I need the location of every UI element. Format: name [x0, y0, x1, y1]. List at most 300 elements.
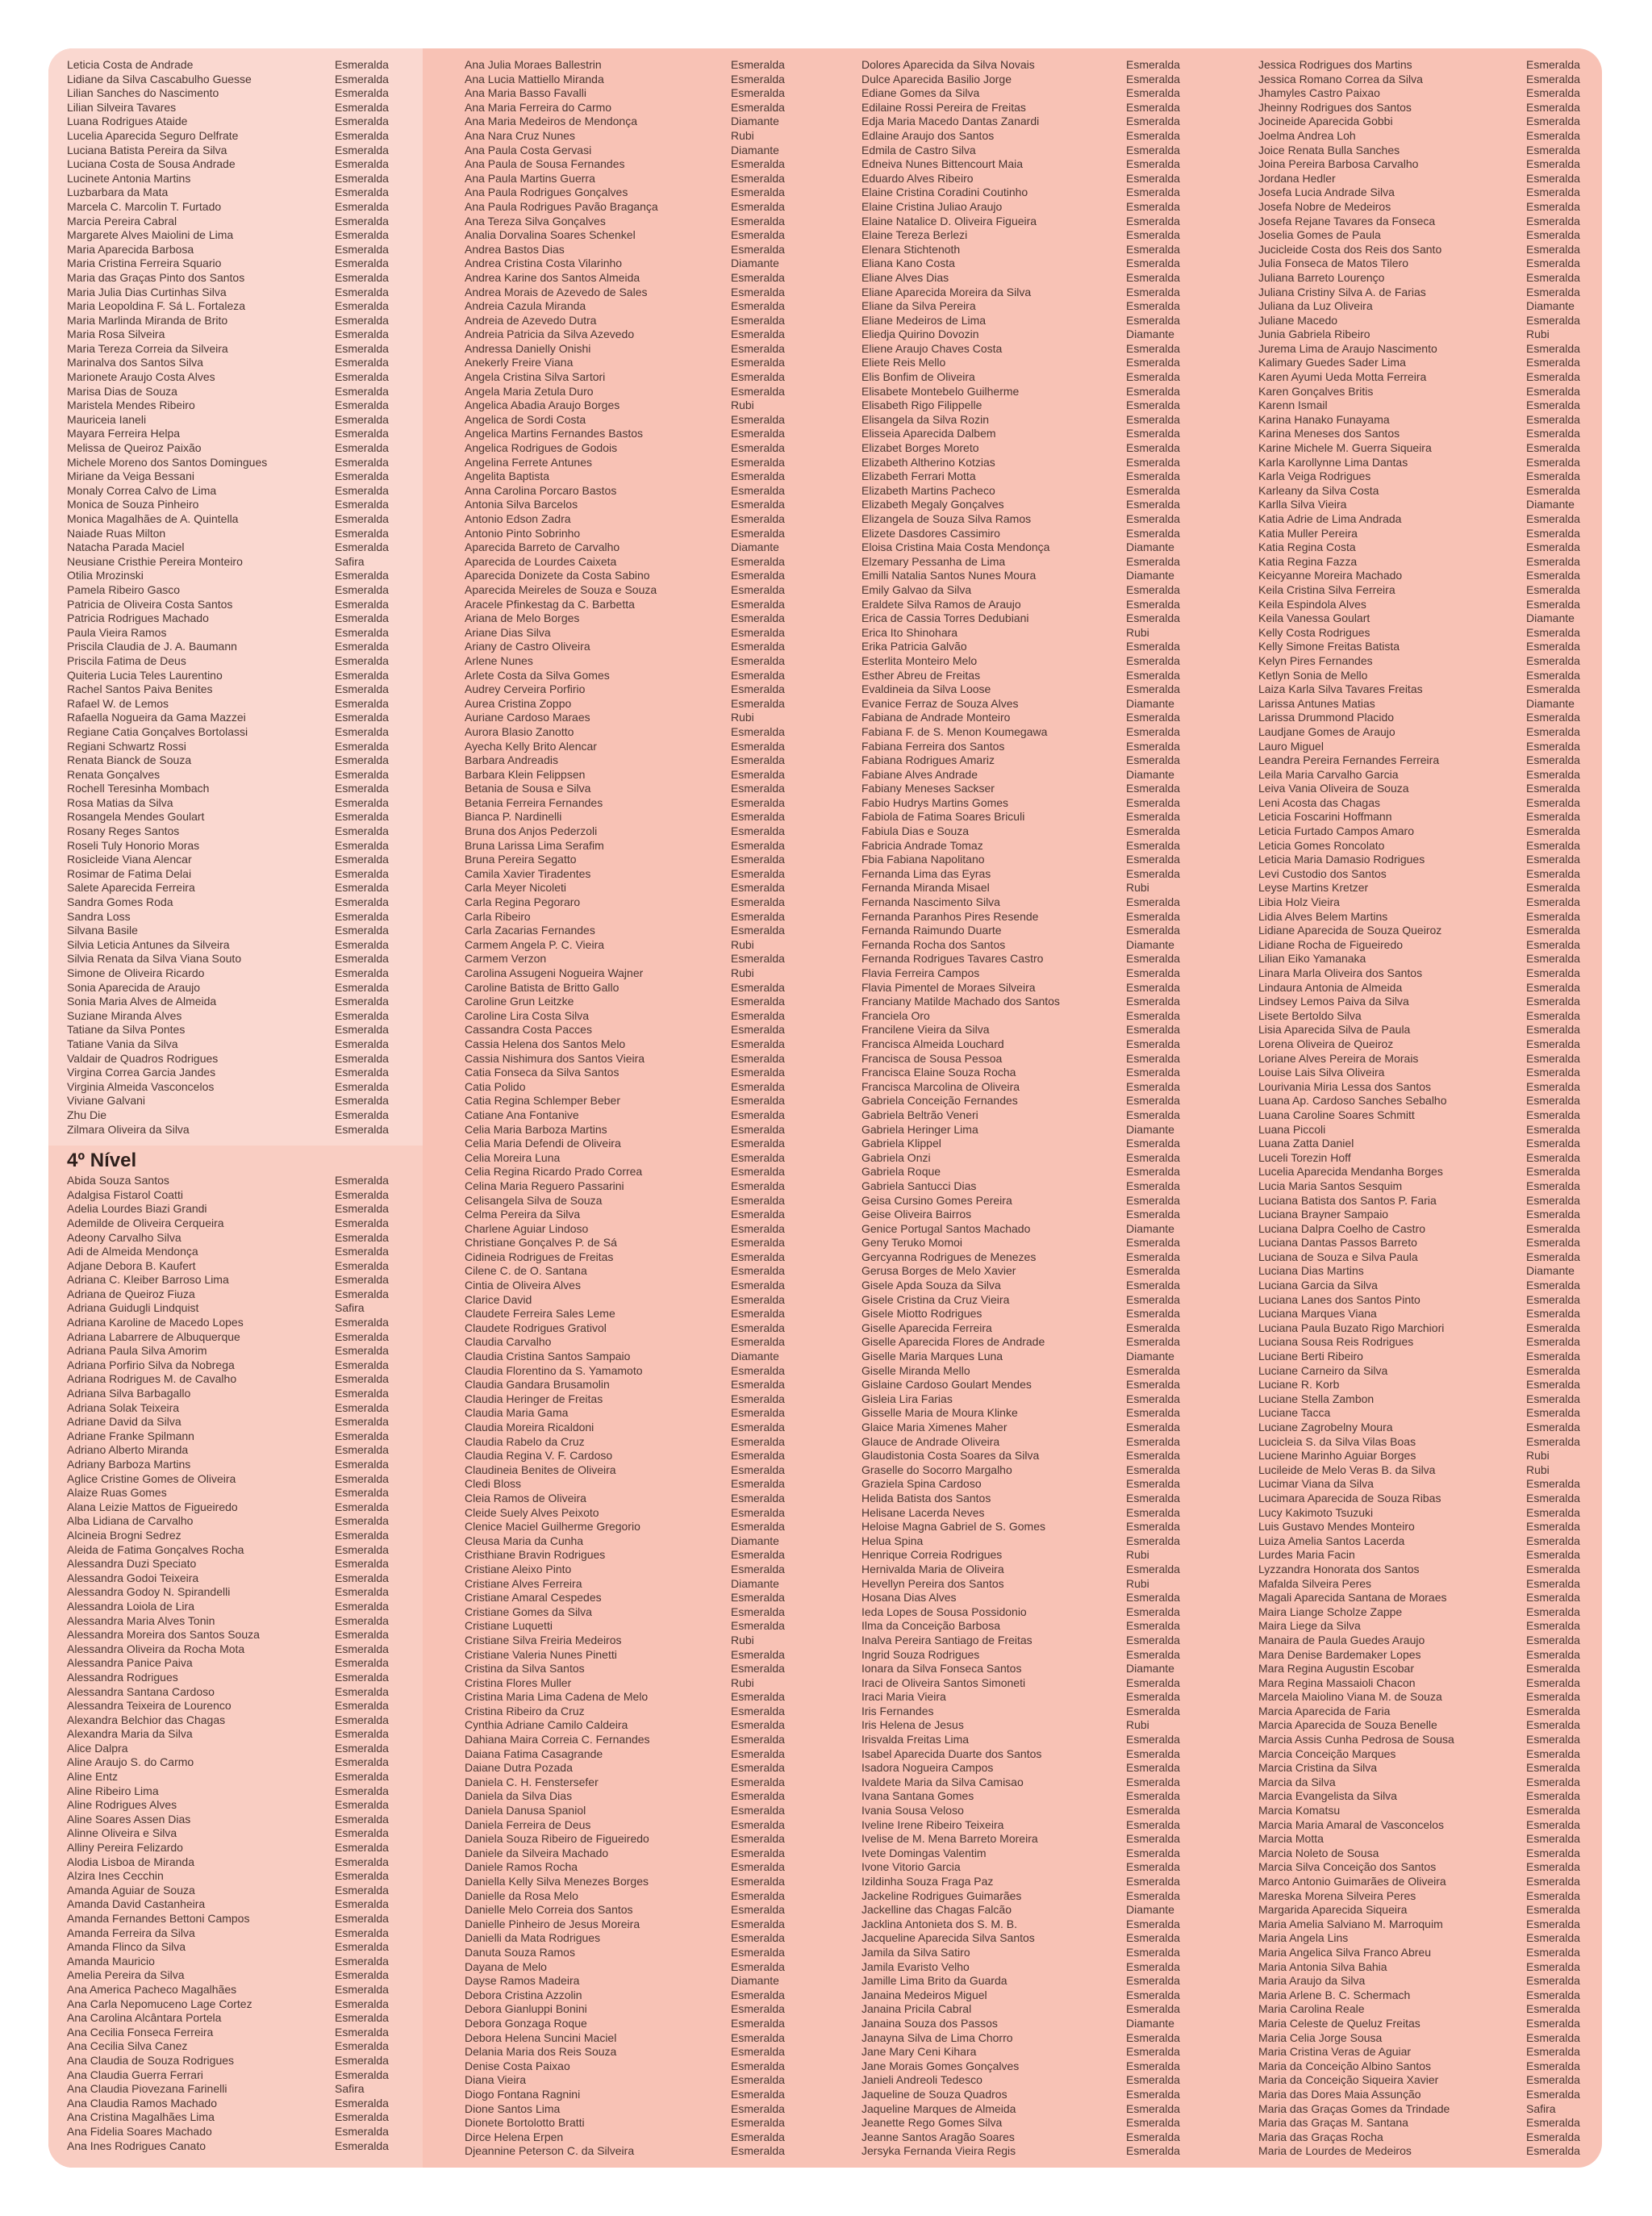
member-name: Ana Lucia Mattiello Miranda — [465, 72, 604, 86]
member-level: Esmeralda — [731, 1704, 785, 1717]
member-level: Esmeralda — [731, 1690, 785, 1704]
member-name: Andrea Morais de Azevedo de Sales — [465, 285, 648, 298]
list-item — [67, 995, 390, 1009]
list-item — [465, 540, 811, 555]
member-name: Danielle Melo Correia dos Santos — [465, 1903, 633, 1917]
list-item — [1258, 1208, 1589, 1222]
member-level: Esmeralda — [1526, 1051, 1580, 1065]
member-level: Esmeralda — [335, 1008, 389, 1022]
member-level: Esmeralda — [335, 1968, 389, 1982]
member-name: Carla Zacarias Fernandes — [465, 924, 595, 937]
list-item — [465, 1789, 811, 1804]
list-item — [1258, 58, 1589, 73]
member-level: Esmeralda — [1526, 2045, 1580, 2059]
list-item — [1258, 2116, 1589, 2130]
list-item — [465, 186, 811, 200]
member-name: Ivelise de M. Mena Barreto Moreira — [861, 1832, 1038, 1846]
list-item — [465, 342, 811, 357]
member-name: Adriana Karoline de Macedo Lopes — [67, 1316, 244, 1329]
member-name: Larissa Antunes Matias — [1258, 696, 1375, 710]
member-level: Esmeralda — [731, 2116, 785, 2130]
member-level: Esmeralda — [335, 384, 389, 398]
member-level: Esmeralda — [1126, 795, 1180, 809]
member-name: Lidia Alves Belem Martins — [1258, 909, 1388, 923]
list-item — [465, 243, 811, 257]
member-name: Marcia Komatsu — [1258, 1804, 1341, 1817]
member-name: Keicyanne Moreira Machado — [1258, 569, 1403, 582]
member-name: Angelina Ferrete Antunes — [465, 455, 592, 469]
member-name: Francilene Vieira da Silva — [861, 1023, 990, 1037]
member-name: Jaqueline Marques de Almeida — [861, 2101, 1016, 2115]
member-name: Marcia Aparecida de Souza Benelle — [1258, 1718, 1437, 1732]
member-name: Margarida Aparecida Siqueira — [1258, 1903, 1408, 1917]
member-name: Andrea Karine dos Santos Almeida — [465, 270, 640, 284]
member-name: Angelica Abadia Araujo Borges — [465, 399, 620, 412]
member-level: Esmeralda — [731, 895, 785, 909]
list-item — [861, 2102, 1208, 2117]
member-name: Alessandra Santana Cardoso — [67, 1684, 215, 1698]
member-level: Esmeralda — [1526, 2087, 1580, 2101]
member-level: Esmeralda — [1526, 441, 1580, 455]
member-name: Gisele Miotto Rodrigues — [861, 1307, 982, 1321]
member-level: Esmeralda — [1126, 412, 1180, 426]
member-name: Daniela Danusa Spaniol — [465, 1804, 586, 1817]
list-item — [1258, 1165, 1589, 1179]
list-item — [1258, 540, 1589, 555]
member-name: Manaira de Paula Guedes Araujo — [1258, 1633, 1425, 1646]
member-name: Delania Maria dos Reis Souza — [465, 2045, 617, 2059]
member-name: Lucinete Antonia Martins — [67, 171, 191, 185]
list-item — [465, 2045, 811, 2060]
member-level: Esmeralda — [335, 526, 389, 540]
member-name: Karina Hanako Funayama — [1258, 412, 1390, 426]
member-level: Esmeralda — [731, 441, 785, 455]
list-item — [67, 697, 390, 712]
member-level: Esmeralda — [731, 1363, 785, 1377]
member-name: Ediane Gomes da Silva — [861, 86, 980, 100]
member-name: Adriana de Queiroz Fiuza — [67, 1287, 195, 1300]
list-item — [861, 952, 1208, 966]
list-item — [465, 753, 811, 768]
member-level: Esmeralda — [731, 696, 785, 710]
list-item — [67, 399, 390, 413]
list-item — [67, 243, 390, 257]
member-level: Esmeralda — [1126, 924, 1180, 937]
list-item — [465, 697, 811, 712]
member-level: Esmeralda — [1126, 2045, 1180, 2059]
member-name: Luiza Amelia Santos Lacerda — [1258, 1534, 1405, 1547]
list-item — [1258, 299, 1589, 314]
member-name: Luciana Batista dos Santos P. Faria — [1258, 1193, 1437, 1207]
member-level: Esmeralda — [1526, 157, 1580, 171]
member-level: Esmeralda — [335, 980, 389, 994]
member-name: Adriana Labarrere de Albuquerque — [67, 1329, 240, 1343]
member-name: Claudete Rodrigues Grativol — [465, 1321, 607, 1334]
member-level: Esmeralda — [1126, 313, 1180, 327]
list-item — [861, 399, 1208, 413]
list-item — [465, 2060, 811, 2074]
list-item — [67, 1372, 390, 1387]
member-level: Rubi — [1126, 625, 1149, 639]
list-item — [465, 115, 811, 129]
member-level: Esmeralda — [1526, 455, 1580, 469]
list-item — [465, 1477, 811, 1492]
list-item — [1258, 484, 1589, 499]
member-name: Andreia Cazula Miranda — [465, 299, 586, 313]
member-level: Esmeralda — [1126, 1875, 1180, 1888]
list-item — [861, 697, 1208, 712]
member-level: Esmeralda — [335, 611, 389, 625]
member-level: Esmeralda — [731, 1335, 785, 1349]
list-item — [67, 782, 390, 796]
member-level: Esmeralda — [335, 1066, 389, 1079]
member-name: Aurea Cristina Zoppo — [465, 696, 572, 710]
list-item — [465, 2073, 811, 2088]
list-item — [1258, 981, 1589, 995]
list-item — [861, 1364, 1208, 1379]
list-item — [1258, 1718, 1589, 1733]
list-item — [861, 469, 1208, 484]
member-name: Diogo Fontana Ragnini — [465, 2087, 581, 2101]
member-level: Esmeralda — [1126, 384, 1180, 398]
list-item — [1258, 356, 1589, 370]
list-item — [861, 753, 1208, 768]
member-name: Claudia Gandara Brusamolin — [465, 1378, 610, 1392]
member-name: Isadora Nogueira Campos — [861, 1761, 994, 1775]
member-level: Esmeralda — [731, 1449, 785, 1463]
member-name: Andressa Danielly Onishi — [465, 341, 591, 355]
member-name: Lisete Bertoldo Silva — [1258, 1008, 1362, 1022]
member-name: Glauce de Andrade Oliveira — [861, 1434, 1000, 1448]
member-level: Esmeralda — [335, 1094, 389, 1108]
member-name: Debora Gianluppi Bonini — [465, 2002, 587, 2016]
list-item — [1258, 1789, 1589, 1804]
member-level: Esmeralda — [731, 795, 785, 809]
list-item — [1258, 286, 1589, 300]
list-item — [1258, 1634, 1589, 1648]
member-level: Esmeralda — [1126, 1761, 1180, 1775]
member-level: Esmeralda — [731, 1434, 785, 1448]
list-item — [67, 952, 390, 966]
list-item — [1258, 966, 1589, 981]
member-name: Aparecida de Lourdes Caixeta — [465, 554, 617, 568]
member-level: Esmeralda — [1126, 1193, 1180, 1207]
list-item — [861, 555, 1208, 570]
list-item — [465, 1364, 811, 1379]
member-name: Gabriela Roque — [861, 1165, 941, 1179]
list-item — [465, 1634, 811, 1648]
member-name: Rosicleide Viana Alencar — [67, 853, 192, 866]
member-level: Diamante — [1526, 299, 1575, 313]
member-level: Esmeralda — [1526, 1321, 1580, 1334]
member-name: Rosimar de Fatima Delai — [67, 866, 192, 880]
list-item — [1258, 2031, 1589, 2046]
member-name: Josefa Nobre de Medeiros — [1258, 199, 1391, 213]
list-item — [67, 626, 390, 641]
member-level: Esmeralda — [1126, 1179, 1180, 1192]
list-item — [1258, 753, 1589, 768]
member-name: Eduardo Alves Ribeiro — [861, 171, 974, 185]
member-name: Cristiane Valeria Nunes Pinetti — [465, 1647, 617, 1661]
member-name: Rafaella Nogueira da Gama Mazzei — [67, 711, 246, 724]
member-name: Fabiana de Andrade Monteiro — [861, 711, 1011, 724]
member-name: Alessandra Rodrigues — [67, 1670, 178, 1684]
list-item — [465, 853, 811, 867]
list-item — [861, 1634, 1208, 1648]
member-name: Salete Aparecida Ferreira — [67, 881, 195, 895]
member-level: Esmeralda — [731, 625, 785, 639]
member-name: Paula Vieira Ramos — [67, 625, 167, 639]
member-level: Esmeralda — [1126, 399, 1180, 412]
list-item — [861, 1789, 1208, 1804]
member-level: Esmeralda — [1126, 1804, 1180, 1817]
member-name: Maira Liange Scholze Zappe — [1258, 1605, 1403, 1618]
member-name: Elizabet Borges Moreto — [861, 441, 979, 455]
member-name: Zilmara Oliveira da Silva — [67, 1122, 190, 1136]
member-level: Esmeralda — [1126, 1534, 1180, 1547]
member-name: Adriana C. Kleiber Barroso Lima — [67, 1273, 229, 1287]
member-level: Esmeralda — [335, 1897, 389, 1911]
list-item — [1258, 1435, 1589, 1450]
member-name: Gercyanna Rodrigues de Menezes — [861, 1250, 1037, 1263]
member-level: Esmeralda — [731, 653, 785, 667]
list-item — [67, 228, 390, 243]
member-name: Ana Paula Costa Gervasi — [465, 143, 592, 156]
member-name: Cassandra Costa Pacces — [465, 1023, 592, 1037]
list-item — [861, 839, 1208, 853]
member-name: Barbara Klein Felippsen — [465, 767, 586, 781]
list-item — [861, 1009, 1208, 1024]
member-name: Jacklina Antonieta dos S. M. B. — [861, 1917, 1017, 1930]
member-level: Esmeralda — [335, 1826, 389, 1840]
list-item — [67, 1671, 390, 1685]
member-level: Diamante — [731, 257, 779, 270]
member-name: Mauriceia Ianeli — [67, 412, 147, 426]
member-name: Marcia Cristina da Silva — [1258, 1761, 1378, 1775]
member-name: Claudia Heringer de Freitas — [465, 1392, 603, 1405]
member-level: Esmeralda — [1526, 1903, 1580, 1917]
list-item — [67, 1052, 390, 1066]
list-item — [67, 86, 390, 101]
member-level: Esmeralda — [731, 1321, 785, 1334]
list-item — [861, 598, 1208, 612]
member-name: Aglice Cristine Gomes de Oliveira — [67, 1471, 236, 1485]
member-name: Esterlita Monteiro Melo — [861, 653, 978, 667]
member-name: Alessandra Godoi Teixeira — [67, 1571, 199, 1584]
list-item — [861, 569, 1208, 583]
member-name: Bruna Larissa Lima Serafim — [465, 838, 604, 852]
member-level: Esmeralda — [335, 1542, 389, 1556]
list-item — [861, 157, 1208, 172]
list-item — [1258, 910, 1589, 924]
list-item — [1258, 1974, 1589, 1989]
member-name: Ieda Lopes de Sousa Possidonio — [861, 1605, 1027, 1618]
member-name: Cristina Flores Muller — [465, 1676, 572, 1689]
member-level: Diamante — [1126, 1350, 1174, 1363]
member-name: Cleia Ramos de Oliveira — [465, 1491, 586, 1504]
list-item — [861, 1690, 1208, 1705]
member-level: Esmeralda — [1526, 1307, 1580, 1321]
list-item — [67, 598, 390, 612]
member-name: Maira Liege da Silva — [1258, 1619, 1361, 1633]
member-level: Esmeralda — [1526, 554, 1580, 568]
list-item — [67, 1742, 390, 1756]
name-column-4 — [1258, 58, 1589, 2159]
member-level: Esmeralda — [731, 1392, 785, 1405]
member-level: Esmeralda — [731, 767, 785, 781]
member-level: Esmeralda — [1126, 1079, 1180, 1093]
member-level: Esmeralda — [1526, 1165, 1580, 1179]
list-item — [1258, 1279, 1589, 1293]
member-name: Angelica de Sordi Costa — [465, 412, 586, 426]
member-name: Aracele Pfinkestag da C. Barbetta — [465, 597, 635, 611]
list-item — [465, 1931, 811, 1946]
member-level: Esmeralda — [335, 171, 389, 185]
list-item — [465, 200, 811, 215]
member-level: Esmeralda — [335, 1387, 389, 1400]
list-item — [861, 456, 1208, 470]
member-name: Lilian Silveira Tavares — [67, 100, 177, 114]
list-item — [1258, 952, 1589, 966]
member-name: Jucicleide Costa dos Reis dos Santo — [1258, 242, 1442, 256]
list-item — [861, 512, 1208, 527]
member-level: Esmeralda — [335, 1230, 389, 1244]
list-item — [465, 1208, 811, 1222]
member-name: Virgina Correa Garcia Jandes — [67, 1066, 216, 1079]
list-item — [465, 101, 811, 115]
member-name: Sonia Maria Alves de Almeida — [67, 995, 217, 1008]
member-name: Elisangela da Silva Rozin — [861, 412, 989, 426]
member-level: Esmeralda — [1126, 143, 1180, 156]
member-level: Esmeralda — [731, 186, 785, 199]
list-item — [861, 286, 1208, 300]
member-name: Leyse Martins Kretzer — [1258, 881, 1369, 895]
member-level: Esmeralda — [731, 1008, 785, 1022]
member-level: Esmeralda — [731, 313, 785, 327]
member-level: Esmeralda — [335, 1500, 389, 1513]
list-item — [67, 1202, 390, 1217]
member-name: Maria Rosa Silveira — [67, 328, 165, 341]
member-level: Esmeralda — [1526, 1520, 1580, 1534]
list-item — [861, 1676, 1208, 1691]
member-name: Carla Ribeiro — [465, 909, 531, 923]
member-level: Esmeralda — [335, 810, 389, 824]
member-name: Fabiany Meneses Sackser — [861, 782, 995, 795]
member-level: Esmeralda — [1526, 341, 1580, 355]
member-level: Esmeralda — [1526, 1945, 1580, 1959]
member-level: Esmeralda — [1126, 1208, 1180, 1221]
member-level: Esmeralda — [1526, 1959, 1580, 1973]
list-item — [465, 2116, 811, 2130]
member-level: Safira — [335, 554, 365, 568]
member-name: Cassia Helena dos Santos Melo — [465, 1037, 626, 1050]
list-item — [465, 1492, 811, 1506]
member-name: Alessandra Panice Paiva — [67, 1656, 193, 1670]
member-level: Esmeralda — [1126, 1421, 1180, 1434]
member-level: Diamante — [1526, 611, 1575, 625]
member-level: Esmeralda — [1126, 199, 1180, 213]
member-level: Esmeralda — [335, 1329, 389, 1343]
member-level: Diamante — [731, 540, 779, 554]
member-level: Esmeralda — [1126, 1236, 1180, 1250]
member-name: Regiani Schwartz Rossi — [67, 739, 186, 753]
list-item — [67, 58, 390, 73]
member-level: Esmeralda — [335, 341, 389, 355]
member-name: Karen Gonçalves Britis — [1258, 384, 1374, 398]
member-level: Esmeralda — [1126, 2030, 1180, 2044]
member-name: Maria Cristina Veras de Aguiar — [1258, 2045, 1412, 2059]
list-item — [1258, 101, 1589, 115]
member-name: Alinne Oliveira e Silva — [67, 1826, 177, 1840]
member-level: Esmeralda — [1526, 199, 1580, 213]
member-level: Esmeralda — [1126, 2116, 1180, 2130]
list-item — [67, 867, 390, 882]
list-item — [861, 58, 1208, 73]
list-item — [861, 2031, 1208, 2046]
member-level: Esmeralda — [1126, 995, 1180, 1008]
member-level: Esmeralda — [1126, 1676, 1180, 1689]
member-level: Esmeralda — [1526, 1676, 1580, 1689]
member-name: Esther Abreu de Freitas — [861, 668, 981, 682]
list-item — [1258, 1960, 1589, 1975]
list-item — [861, 1591, 1208, 1605]
member-name: Maria da Conceição Albino Santos — [1258, 2059, 1432, 2072]
member-name: Evanice Ferraz de Souza Alves — [861, 696, 1019, 710]
member-level: Esmeralda — [1126, 1449, 1180, 1463]
member-name: Celina Maria Reguero Passarini — [465, 1179, 624, 1192]
member-name: Eliene Araujo Chaves Costa — [861, 341, 1003, 355]
member-name: Edja Maria Macedo Dantas Zanardi — [861, 115, 1040, 128]
member-level: Esmeralda — [335, 1613, 389, 1627]
member-name: Regiane Catia Gonçalves Bortolassi — [67, 724, 248, 738]
member-name: Lilian Eiko Yamanaka — [1258, 952, 1366, 966]
list-item — [861, 711, 1208, 725]
member-level: Esmeralda — [335, 2053, 389, 2067]
member-name: Ivete Domingas Valentim — [861, 1846, 987, 1859]
member-name: Cleide Suely Alves Peixoto — [465, 1505, 599, 1519]
member-level: Esmeralda — [1126, 2144, 1180, 2158]
member-name: Margarete Alves Maiolini de Lima — [67, 228, 234, 242]
member-name: Graziela Spina Cardoso — [861, 1477, 982, 1491]
member-level: Esmeralda — [1126, 58, 1180, 71]
member-level: Esmeralda — [731, 1165, 785, 1179]
list-item — [861, 186, 1208, 200]
member-level: Esmeralda — [731, 526, 785, 540]
member-name: Mareska Morena Silveira Peres — [1258, 1888, 1416, 1902]
member-name: Ayecha Kelly Brito Alencar — [465, 739, 597, 753]
member-name: Leticia Furtado Campos Amaro — [1258, 824, 1414, 838]
list-item — [1258, 257, 1589, 271]
list-item — [67, 839, 390, 853]
list-item — [465, 640, 811, 654]
list-item — [861, 1705, 1208, 1719]
member-name: Gisele Apda Souza da Silva — [861, 1279, 1001, 1292]
member-level: Esmeralda — [335, 1585, 389, 1599]
list-item — [67, 299, 390, 314]
member-name: Rosa Matias da Silva — [67, 795, 173, 809]
member-level: Esmeralda — [731, 1945, 785, 1959]
member-name: Celia Maria Defendi de Oliveira — [465, 1137, 621, 1150]
list-item — [465, 399, 811, 413]
member-name: Maria Cristina Ferreira Squario — [67, 257, 222, 270]
member-level: Esmeralda — [335, 952, 389, 966]
list-item — [861, 1889, 1208, 1904]
member-name: Fabiana F. de S. Menon Koumegawa — [861, 724, 1048, 738]
member-level: Esmeralda — [335, 399, 389, 412]
list-item — [861, 1946, 1208, 1960]
member-level: Esmeralda — [335, 1514, 389, 1528]
member-name: Elizete Dasdores Cassimiro — [861, 526, 1000, 540]
